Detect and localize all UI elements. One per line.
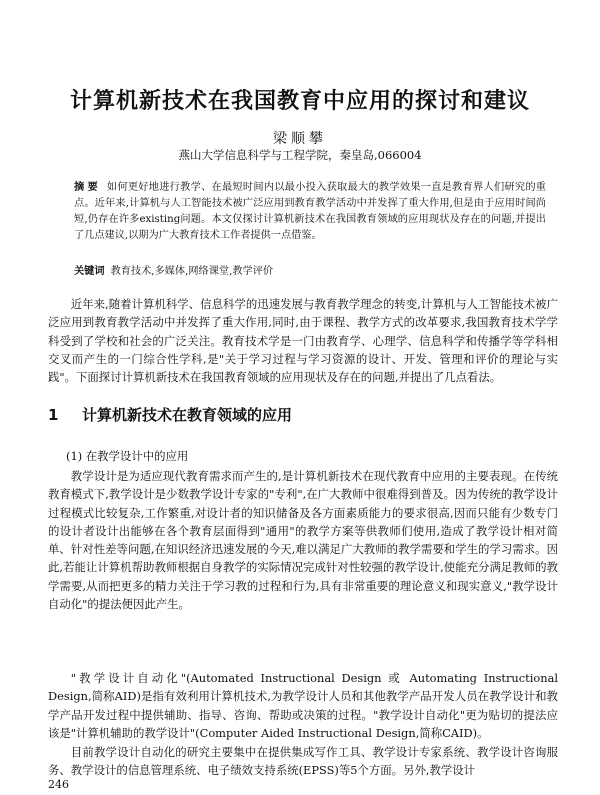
keywords-text: 教育技术,多媒体,网络课堂,教学评价 bbox=[110, 266, 274, 277]
author-name: 梁顺攀 bbox=[273, 131, 327, 147]
abstract-text: 如何更好地进行教学、在最短时间内以最小投入获取最大的教学效果一直是教育界人们研究的重点。近年来,计算机与人工智能技术被广泛应用到教育教学活动中并发挥了重大作用,但是由于应用时间尚短,仍存在许多existing问题。本文仅探讨计算机新技术在我国教育领域的应用现状及存在的问题,并提出了几点建议,以期为广大教育技术工作者提供一点借鉴。 bbox=[74, 182, 546, 241]
abstract-label: 摘要 bbox=[74, 182, 101, 193]
section-heading bbox=[48, 404, 558, 425]
keywords-label: 关键词 bbox=[74, 266, 105, 277]
intro-paragraph: 近年来,随着计算机科学、信息科学的迅速发展与教育教学理念的转变,计算机与人工智能技术被广泛应用到教育教学活动中并发挥了重大作用,同时,由于课程、教学方式的改革要求,我国教育技术学学科受到了学校和社会的广泛关注。教育技术学是一门由教育学、心理学、信息科学和传播学等学科相交叉而产生的一门综合性学科,是"关于学习过程与学习资源的设计、开发、管理和评价的理论与实践"。下面探讨计算机新技术在我国教育领域的应用现状及存在的问题,并提出了几点看法。 bbox=[48, 297, 558, 385]
subsection-heading: (1) 在教学设计中的应用 bbox=[66, 449, 189, 463]
body-paragraph: 教学设计是为适应现代教育需求而产生的,是计算机新技术在现代教育中应用的主要表现。在传统教育模式下,教学设计是少数教学设计专家的"专利",在广大教师中很难得到普及。因为传统的教学设计过程模式比较复杂,工作繁重,对设计者的知识储备及各方面素质能力的要求很高,因而只能有少数专门的设计者设计出能够在各个教育层面得到"通用"的教学方案等供教师们使用,造成了教学设计相对简单、针对性差等问题,在知识经济迅速发展的今天,难以满足广大教师的教学需要和学生的学习需求。因此,若能让计算机帮助教师根据自身教学的实际情况完成针对性较强的教学设计,使能充分满足教师的教学需要,从而把更多的精力关注于学习教的过程和行为,具有非常重要的理论意义和现实意义,"教学设计自动化"的提法便因此产生。 bbox=[48, 469, 558, 612]
keywords bbox=[74, 264, 546, 280]
body-paragraph: "教学设计自动化"(Automated Instructional Design 或 Automating Instructional Design,简称AID)是指有效利用计算机技术,为教学设计人员和其他教学产品开发人员在教学设计和教学产品开发过程中提供辅助、指导、咨询、帮助或决策的过程。"教学设计自动化"更为贴切的提法应该是"计算机辅助的教学设计"(Computer Aided Instructional Design,简称CAID)。 bbox=[48, 671, 558, 740]
section-number: 1 bbox=[48, 406, 59, 424]
section-title: 计算机新技术在教育领域的应用 bbox=[82, 406, 293, 424]
author-affiliation: 燕山大学信息科学与工程学院，秦皇岛,066004 bbox=[178, 148, 422, 162]
abstract bbox=[74, 180, 546, 244]
page-number: 246 bbox=[48, 778, 69, 791]
paper-title: 计算机新技术在我国教育中应用的探讨和建议 bbox=[69, 89, 530, 114]
body-paragraph: 目前教学设计自动化的研究主要集中在提供集成写作工具、教学设计专家系统、教学设计咨询服务、教学设计的信息管理系统、电子绩效支持系统(EPSS)等5个方面。另外,教学设计 bbox=[48, 745, 558, 778]
